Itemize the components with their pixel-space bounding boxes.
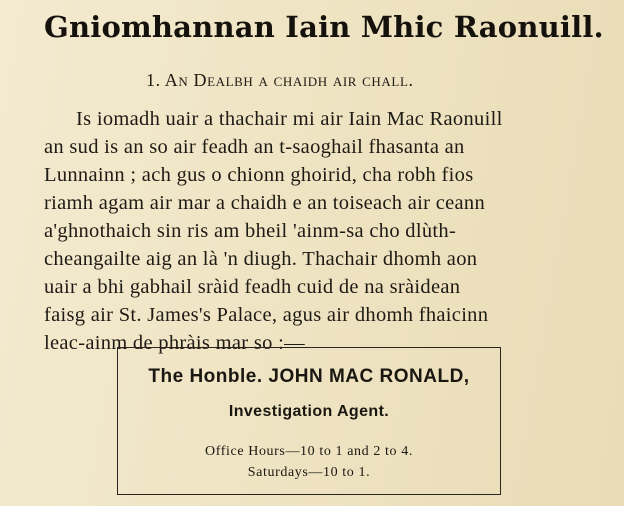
paragraph-line: an sud is an so air feadh an t-saoghail fhasanta an: [44, 136, 465, 158]
paragraph-line: Lunnainn ; ach gus o chionn ghoirid, cha robh fios: [44, 164, 474, 186]
paragraph-line: leac-ainm de phràis mar so :—: [44, 332, 305, 354]
card-saturday-hours: Saturdays—10 to 1.: [247, 465, 371, 480]
business-card: [117, 347, 501, 495]
paragraph-line: a'ghnothaich sin ris am bheil 'ainm-sa cho dlùth-: [44, 220, 457, 242]
card-name: The Honble. JOHN MAC RONALD,: [148, 366, 470, 387]
paragraph-line: cheangailte aig an là 'n diugh. Thachair dhomh aon: [44, 248, 478, 270]
paragraph-line: uair a bhi gabhail sràid feadh cuid de na sràidean: [44, 276, 461, 298]
paragraph-line: faisg air St. James's Palace, agus air dhomh fhaicinn: [44, 304, 489, 326]
card-role: Investigation Agent.: [228, 403, 390, 420]
paragraph-line: riamh agam air mar a chaidh e an toiseach air ceann: [44, 192, 486, 214]
chapter-title: Gniomhannan Iain Mhic Raonuill.: [44, 10, 604, 44]
section-heading: 1. An Dealbh a chaidh air chall.: [146, 70, 414, 90]
card-office-hours: Office Hours—10 to 1 and 2 to 4.: [205, 444, 413, 459]
paragraph-line: Is iomadh uair a thachair mi air Iain Mac Raonuill: [76, 108, 503, 130]
